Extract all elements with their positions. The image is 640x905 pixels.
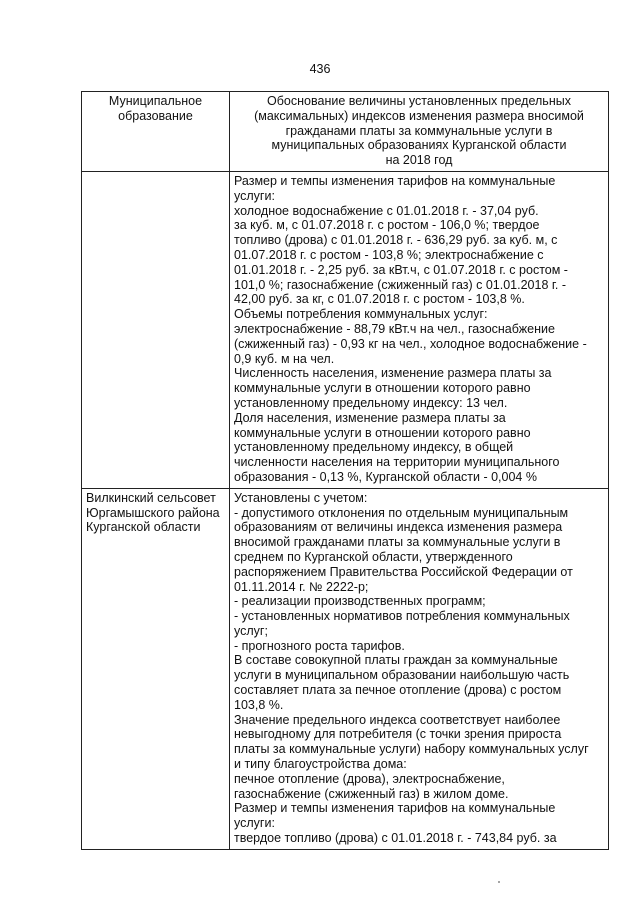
text-line: коммунальные услуги в отношении которого равно (234, 381, 531, 396)
text-line: установленному предельному индексу: 13 чел. (234, 395, 508, 410)
text-line: электроснабжение - 88,79 кВт.ч на чел., газоснабжение (234, 321, 555, 336)
text-line: образования - 0,13 %, Курганской области - 0,004 % (234, 469, 537, 484)
table-header-row (82, 92, 609, 172)
text-line: Курганской области (86, 520, 201, 535)
text-line: за куб. м, с 01.07.2018 г. с ростом - 106,0 %; твердое (234, 218, 540, 233)
text-line: установленному предельному индексу, в общей (234, 440, 514, 455)
text-line: (сжиженный газ) - 0,93 кг на чел., холодное водоснабжение - (234, 336, 587, 351)
text-line: Размер и темпы изменения тарифов на коммунальные (234, 801, 556, 816)
header-line: на 2018 год (385, 153, 453, 168)
text-line: составляет плата за печное отопление (дрова) с ростом (234, 683, 562, 698)
text-line: Численность населения, изменение размера платы за (234, 366, 552, 381)
text-line: 0,9 куб. м на чел. (234, 351, 335, 366)
text-line: холодное водоснабжение с 01.01.2018 г. - 37,04 руб. (234, 203, 539, 218)
municipality-cell (82, 171, 230, 488)
text-line: Доля населения, изменение размера платы за (234, 410, 506, 425)
text-line: топливо (дрова) с 01.01.2018 г. - 636,29 руб. за куб. м, с (234, 233, 558, 248)
text-line: услуг; (234, 623, 268, 638)
header-line: образование (118, 108, 193, 123)
text-line: - установленных нормативов потребления коммунальных (234, 609, 570, 624)
header-line: (максимальных) индексов изменения размера вносимой (254, 108, 584, 123)
text-line: услуги: (234, 188, 275, 203)
text-line: - реализации производственных программ; (234, 594, 486, 609)
text-line: и типу благоустройства дома: (234, 757, 407, 772)
text-line: Значение предельного индекса соответствует наиболее (234, 712, 561, 727)
text-line: 103,8 %. (234, 697, 284, 712)
text-line: среднем по Курганской области, утвержденного (234, 549, 513, 564)
header-line: муниципальных образованиях Курганской области (271, 138, 567, 153)
text-line: Вилкинский сельсовет (86, 490, 216, 505)
text-line: В составе совокупной платы граждан за коммунальные (234, 653, 558, 668)
text-line: 01.01.2018 г. - 2,25 руб. за кВт.ч, с 01.07.2018 г. с ростом - (234, 262, 568, 277)
table-row (82, 171, 609, 488)
text-line: Установлены с учетом: (234, 490, 368, 505)
header-justification (230, 92, 609, 172)
text-line: Размер и темпы изменения тарифов на коммунальные (234, 173, 556, 188)
text-line: - допустимого отклонения по отдельным муниципальным (234, 505, 569, 520)
text-line: твердое топливо (дрова) с 01.01.2018 г. - 743,84 руб. за (234, 831, 557, 846)
text-line: распоряжением Правительства Российской Федерации от (234, 564, 573, 579)
text-line: вносимой гражданами платы за коммунальные услуги в (234, 535, 561, 550)
text-line: невыгодному для потребителя (с точки зрения прироста (234, 727, 562, 742)
scan-artifact (498, 881, 500, 883)
text-line: 01.07.2018 г. с ростом - 103,8 %; электроснабжение с (234, 247, 544, 262)
text-line: 01.11.2014 г. № 2222-р; (234, 579, 369, 594)
table-row (82, 488, 609, 849)
page-number: 436 (309, 62, 331, 76)
tariff-justification-table (81, 91, 609, 850)
text-line: 42,00 руб. за кг, с 01.07.2018 г. с ростом - 103,8 %. (234, 292, 525, 307)
header-municipality (82, 92, 230, 172)
justification-cell (230, 171, 609, 488)
municipality-cell (82, 488, 230, 849)
text-line: печное отопление (дрова), электроснабжение, (234, 771, 505, 786)
text-line: Объемы потребления коммунальных услуг: (234, 307, 488, 322)
text-line: услуги: (234, 816, 275, 831)
text-line: платы за коммунальные услуги) набору коммунальных услуг (234, 742, 589, 757)
text-line: газоснабжение (сжиженный газ) в жилом доме. (234, 786, 509, 801)
header-line: Обоснование величины установленных предельных (267, 94, 571, 108)
text-line: образованиям от величины индекса изменения размера (234, 520, 563, 535)
header-line: Муниципальное (108, 94, 203, 108)
text-line: услуги в муниципальном образовании наибольшую часть (234, 668, 570, 683)
text-line: коммунальные услуги в отношении которого равно (234, 425, 531, 440)
text-line: 101,0 %; газоснабжение (сжиженный газ) с 01.01.2018 г. - (234, 277, 567, 292)
text-line: численности населения на территории муниципального (234, 455, 560, 470)
text-line: - прогнозного роста тарифов. (234, 638, 405, 653)
justification-cell (230, 488, 609, 849)
header-line: гражданами платы за коммунальные услуги в (285, 123, 553, 138)
text-line: Юргамышского района (86, 505, 220, 520)
